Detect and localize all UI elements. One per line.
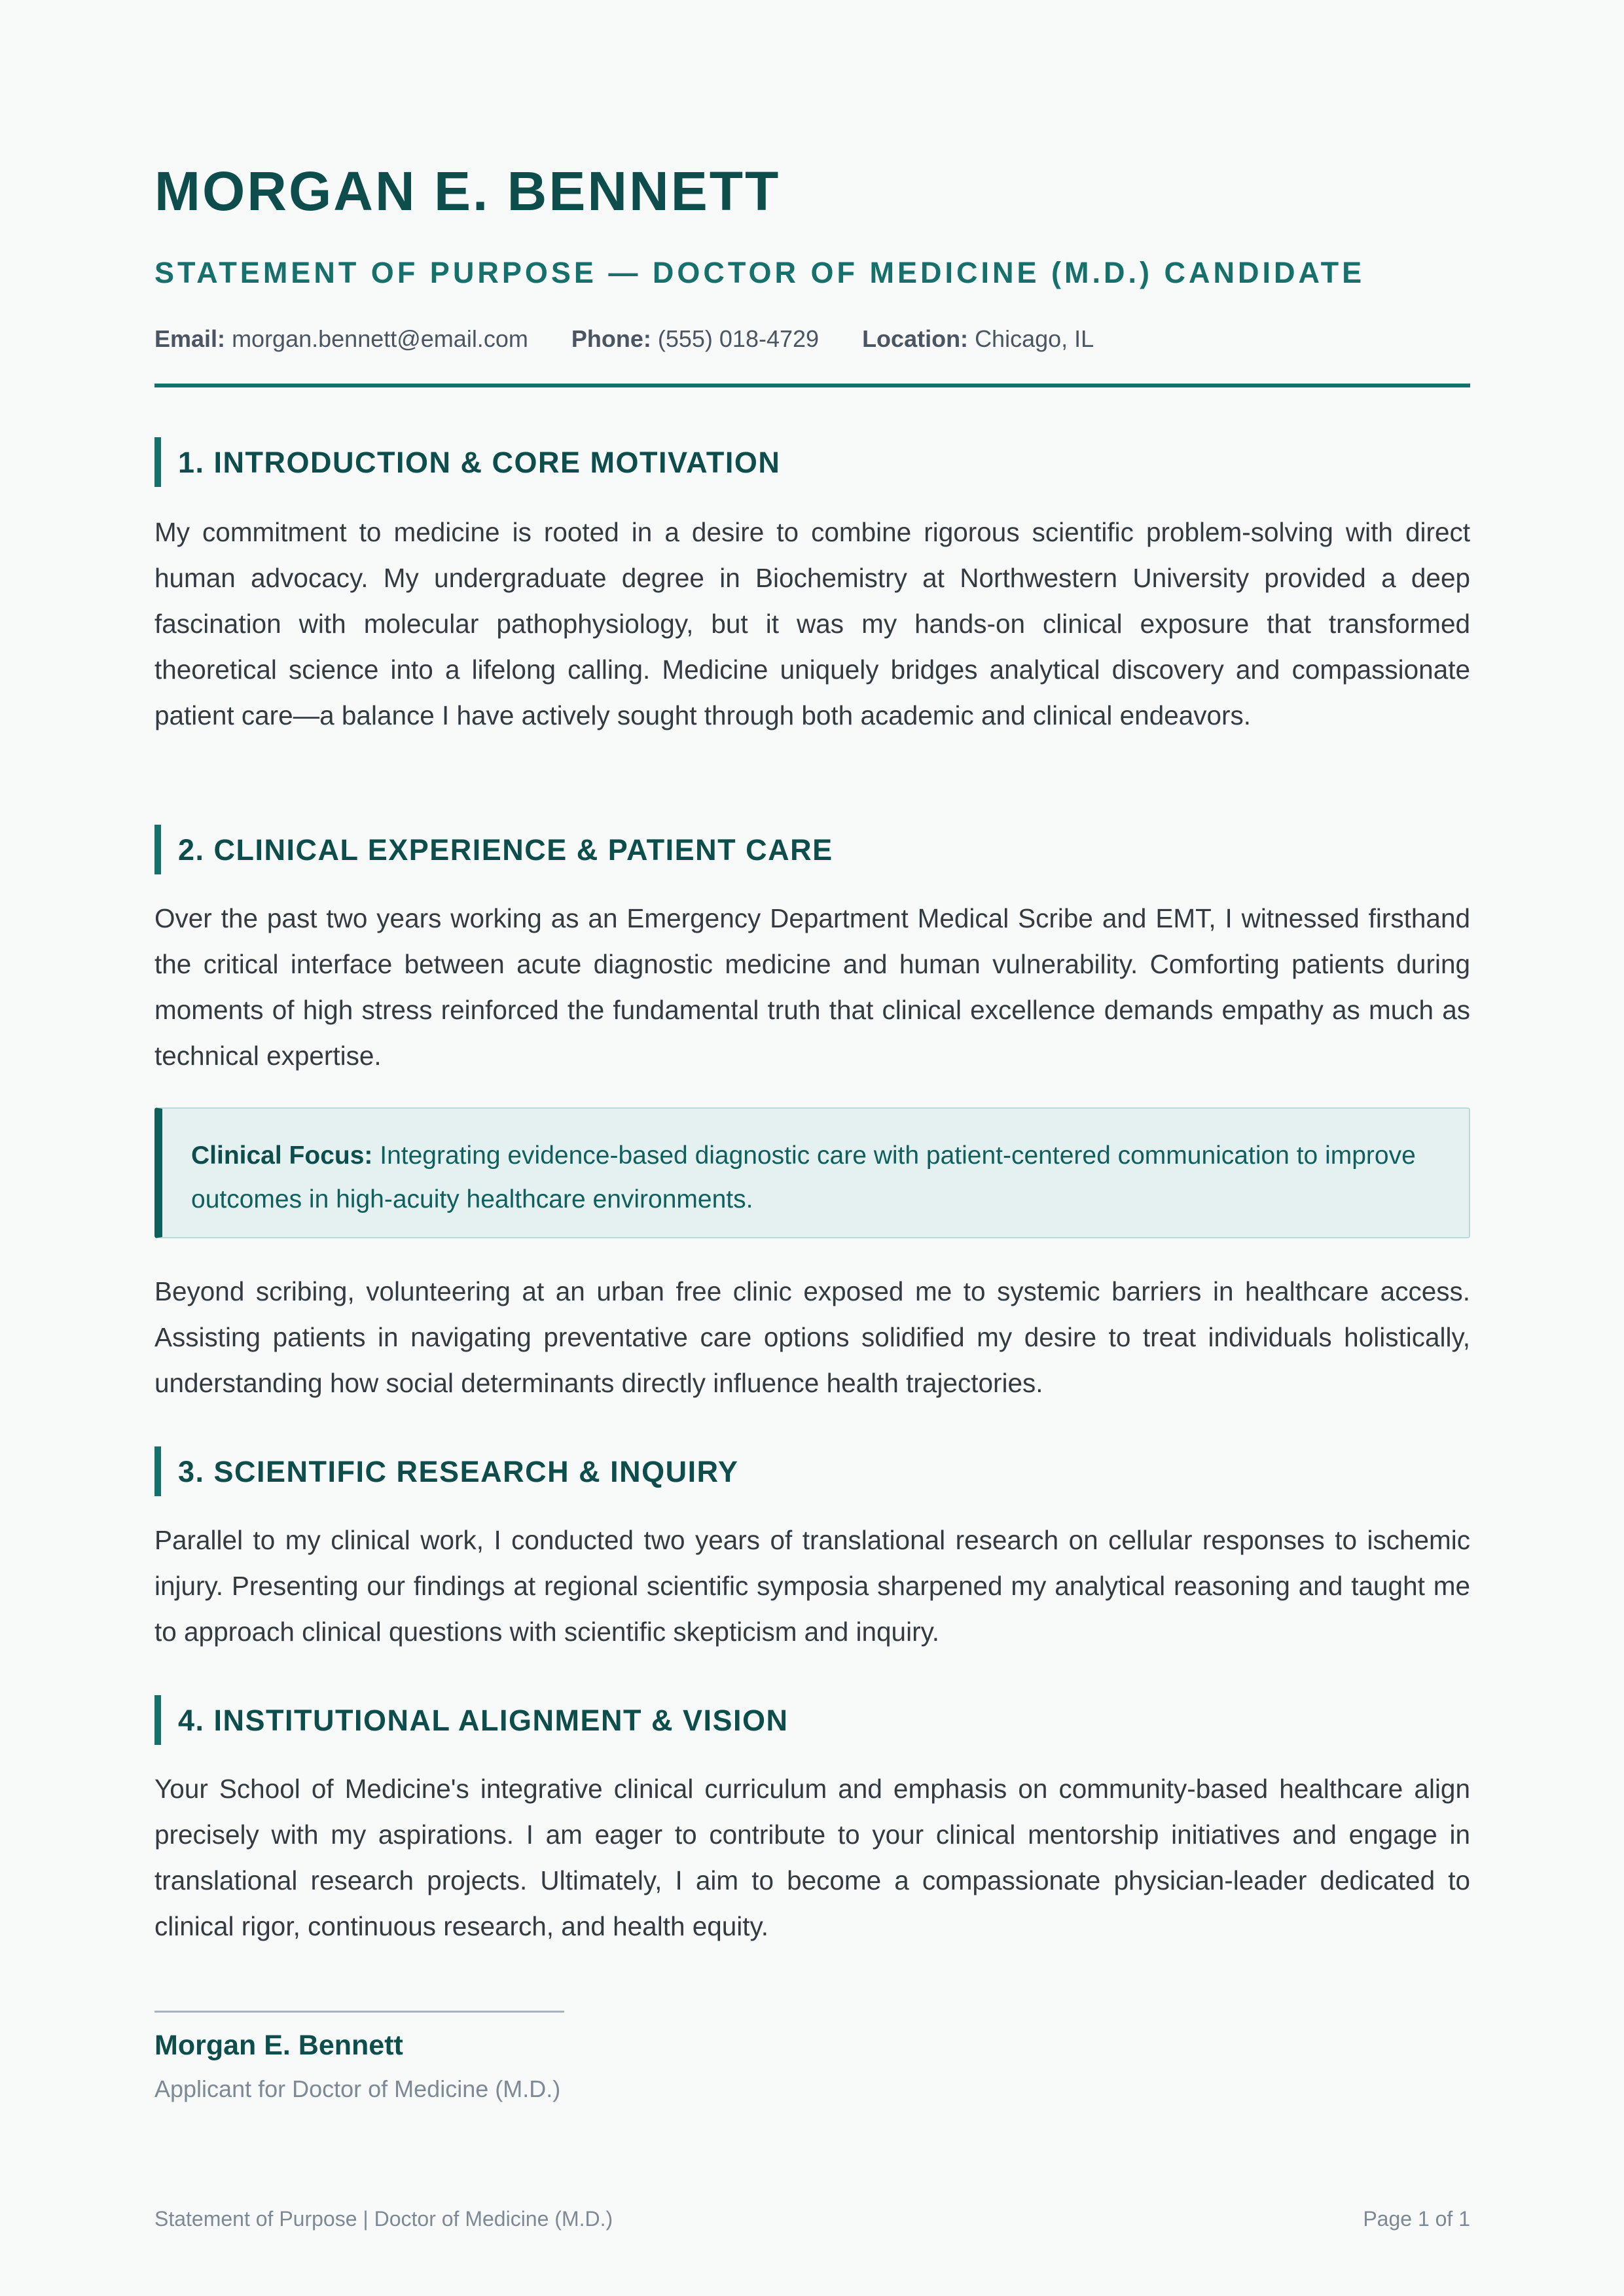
phone-value: (555) 018-4729	[657, 325, 820, 352]
email-value: morgan.bennett@email.com	[232, 325, 528, 352]
footer-document-label: Statement of Purpose | Doctor of Medicine (M.D.)	[154, 2207, 613, 2231]
location-value: Chicago, IL	[975, 325, 1094, 352]
footer-page-number: Page 1 of 1	[1363, 2207, 1470, 2231]
location-label: Location:	[862, 325, 969, 352]
phone-label: Phone:	[571, 325, 651, 352]
section-title: 2. CLINICAL EXPERIENCE & PATIENT CARE	[178, 833, 833, 867]
section-heading	[154, 825, 833, 874]
section-paragraph: My commitment to medicine is rooted in a desire to combine rigorous scientific problem-solving with direct human advocacy. My undergraduate degree in Biochemistry at Northwestern University provided a deep fascination with molecular pathophysiology, but it was my hands-on clinical exposure that transformed theoretical science into a lifelong calling. Medicine uniquely bridges analytical discovery and compassionate patient care—a balance I have actively sought through both academic and clinical endeavors.	[154, 517, 1470, 730]
section-heading	[154, 1695, 789, 1745]
document-subtitle: STATEMENT OF PURPOSE — DOCTOR OF MEDICINE (M.D.) CANDIDATE	[154, 256, 1365, 289]
contact-phone	[571, 325, 819, 352]
contact-line	[154, 327, 1130, 351]
email-label: Email:	[154, 325, 226, 352]
section-accent-bar	[154, 1695, 161, 1745]
section-heading	[154, 1446, 738, 1496]
section-title: 3. SCIENTIFIC RESEARCH & INQUIRY	[178, 1454, 739, 1488]
section-paragraph: Parallel to my clinical work, I conducted two years of translational research on cellular responses to ischemic injury. Presenting our findings at regional scientific symposia sharpened my analytical reasoning and taught me to approach clinical questions with scientific skepticism and inquiry.	[154, 1525, 1470, 1647]
signature-name: Morgan E. Bennett	[154, 2030, 403, 2061]
section-title: 4. INSTITUTIONAL ALIGNMENT & VISION	[178, 1703, 789, 1737]
section-paragraph: Beyond scribing, volunteering at an urban free clinic exposed me to systemic barriers in healthcare access. Assisting patients in navigating preventative care options solidified my desire to treat individuals holistically, understanding how social determinants directly influence health trajectories.	[154, 1276, 1470, 1398]
header-divider	[154, 384, 1470, 387]
section-paragraph: Over the past two years working as an Emergency Department Medical Scribe and EMT, I witnessed firsthand the critical interface between acute diagnostic medicine and human vulnerability. Comforting patients during moments of high stress reinforced the fundamental truth that clinical excellence demands empathy as much as technical expertise.	[154, 903, 1470, 1071]
signature-line	[154, 2011, 564, 2013]
section-accent-bar	[154, 1446, 161, 1496]
section-paragraph: Your School of Medicine's integrative clinical curriculum and emphasis on community-based healthcare align precisely with my aspirations. I am eager to contribute to your clinical mentorship initiatives and engage in translational research projects. Ultimately, I aim to become a compassionate physician-leader dedicated to clinical rigor, continuous research, and health equity.	[154, 1774, 1470, 1941]
applicant-name: MORGAN E. BENNETT	[154, 160, 781, 222]
signature-title: Applicant for Doctor of Medicine (M.D.)	[154, 2075, 561, 2102]
section-accent-bar	[154, 825, 161, 874]
contact-location	[862, 325, 1094, 352]
section-heading	[154, 437, 780, 487]
clinical-focus-callout	[154, 1107, 1470, 1238]
section-accent-bar	[154, 437, 161, 487]
callout-text: Integrating evidence-based diagnostic care with patient-centered communication to improve outcomes in high-acuity healthcare environments.	[191, 1141, 1416, 1213]
section-title: 1. INTRODUCTION & CORE MOTIVATION	[178, 445, 781, 479]
callout-label: Clinical Focus:	[191, 1141, 373, 1170]
contact-email	[154, 325, 528, 352]
